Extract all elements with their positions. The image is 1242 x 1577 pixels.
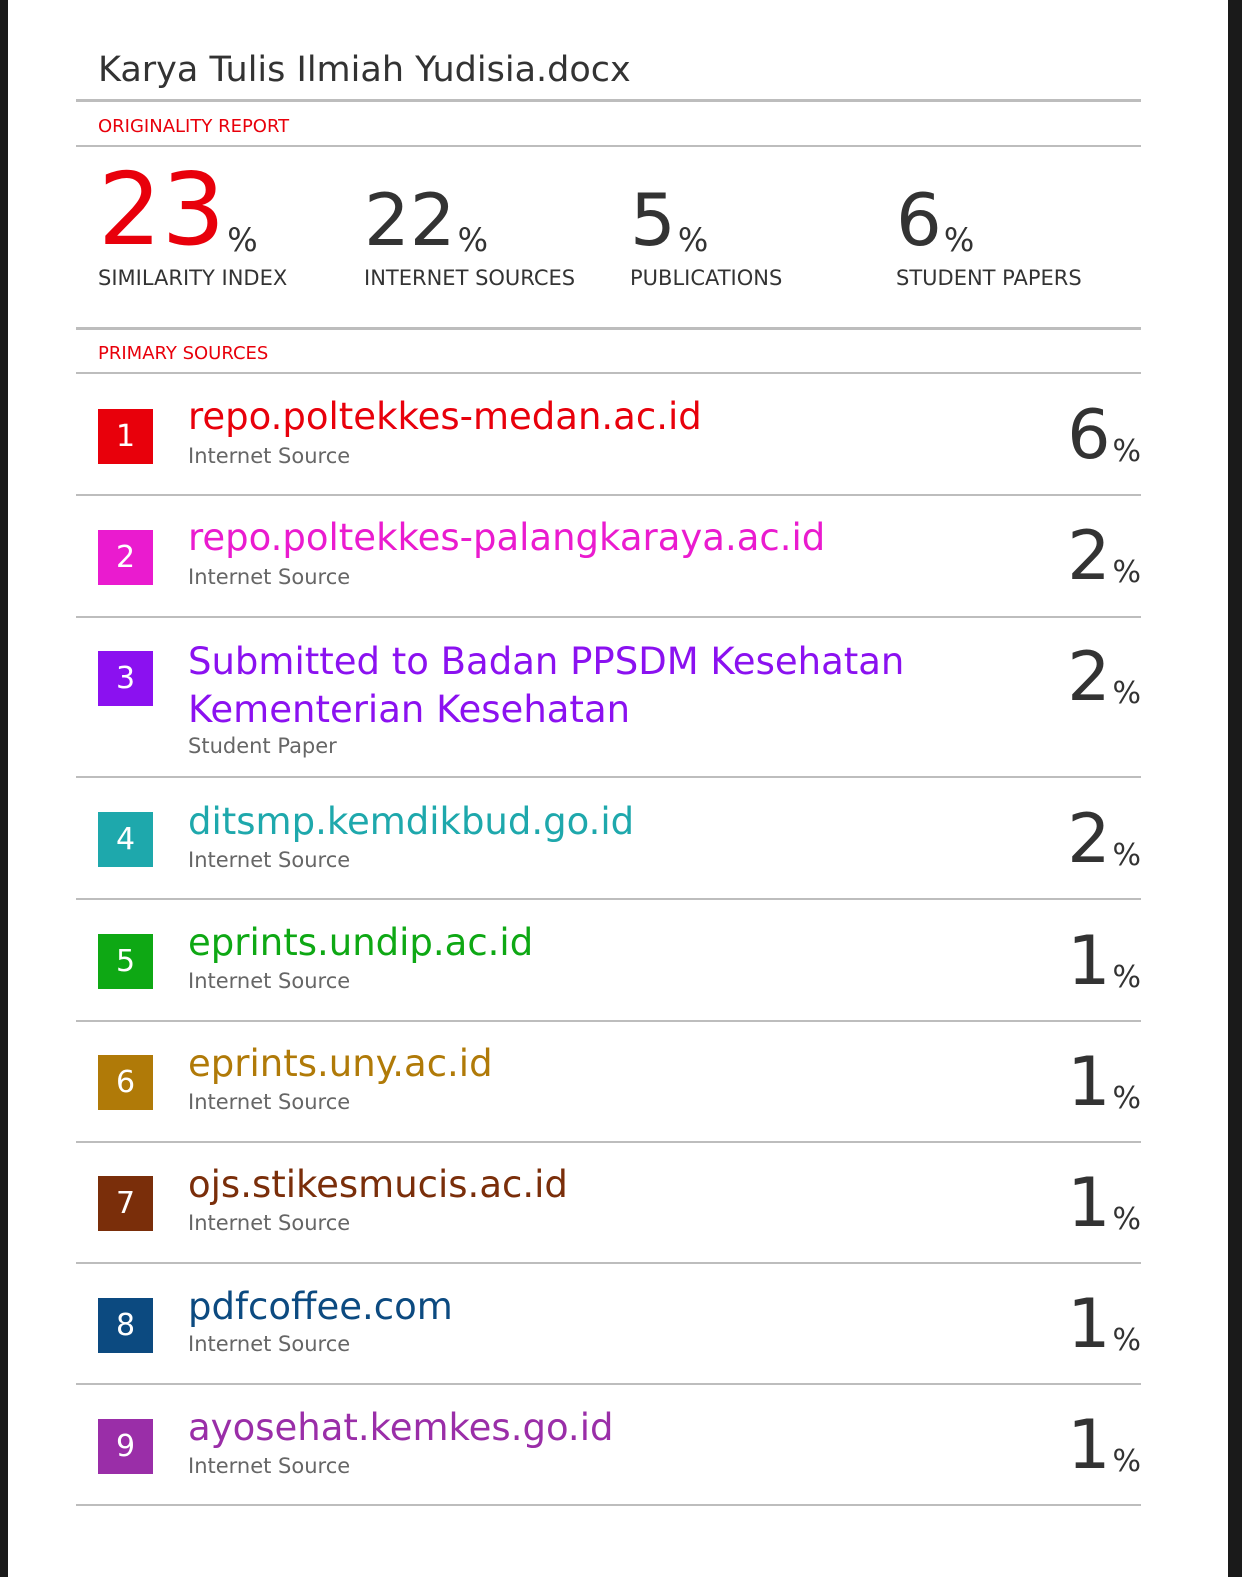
- stat-label: INTERNET SOURCES: [364, 266, 576, 290]
- rank-badge: 8: [98, 1298, 153, 1353]
- source-name[interactable]: eprints.uny.ac.id: [188, 1042, 493, 1085]
- source-percent: [1067, 517, 1141, 596]
- stat-label: PUBLICATIONS: [630, 266, 783, 290]
- stat-unit: %: [227, 221, 258, 259]
- source-percent: [1067, 1164, 1141, 1243]
- percent-number: 2: [1067, 638, 1111, 717]
- source-row[interactable]: [76, 1264, 1141, 1384]
- stat-number: 22: [364, 178, 456, 262]
- title-divider: [76, 99, 1141, 102]
- percent-number: 1: [1067, 1043, 1111, 1122]
- percent-unit: %: [1112, 1444, 1141, 1479]
- stats-divider: [76, 327, 1141, 330]
- percent-number: 2: [1067, 517, 1111, 596]
- source-type: Internet Source: [188, 1211, 351, 1235]
- percent-number: 6: [1067, 396, 1111, 475]
- source-percent: [1067, 638, 1141, 717]
- percent-unit: %: [1112, 1323, 1141, 1358]
- source-type: Internet Source: [188, 1090, 351, 1114]
- report-page: [8, 0, 1228, 1577]
- percent-unit: %: [1112, 1202, 1141, 1237]
- rank-badge: 3: [98, 651, 153, 706]
- stat-unit: %: [457, 221, 489, 259]
- percent-unit: %: [1112, 434, 1141, 469]
- source-percent: [1067, 800, 1141, 879]
- source-type: Internet Source: [188, 848, 351, 872]
- rank-badge: 6: [98, 1055, 153, 1110]
- stat-similarity-index: [98, 151, 288, 290]
- originality-divider: [76, 145, 1141, 147]
- source-row[interactable]: [76, 1022, 1141, 1142]
- rank-badge: 7: [98, 1176, 153, 1231]
- stat-value: [364, 160, 575, 260]
- source-percent: [1067, 1285, 1141, 1364]
- primary-sources-label: PRIMARY SOURCES: [98, 343, 269, 364]
- source-row[interactable]: [76, 496, 1141, 616]
- rank-badge: 1: [98, 409, 153, 464]
- source-name[interactable]: ayosehat.kemkes.go.id: [188, 1406, 614, 1449]
- rank-badge: 9: [98, 1419, 153, 1474]
- source-percent: [1067, 1043, 1141, 1122]
- percent-number: 1: [1067, 922, 1111, 1001]
- source-percent: [1067, 922, 1141, 1001]
- percent-number: 1: [1067, 1164, 1111, 1243]
- source-row[interactable]: [76, 900, 1141, 1020]
- source-type: Internet Source: [188, 969, 351, 993]
- stat-number: 5: [630, 178, 676, 262]
- percent-unit: %: [1112, 838, 1141, 873]
- row-divider: [76, 1504, 1141, 1506]
- source-type: Internet Source: [188, 1332, 351, 1356]
- stat-publications: [630, 160, 782, 290]
- source-row[interactable]: [76, 374, 1141, 494]
- rank-badge: 5: [98, 934, 153, 989]
- percent-unit: %: [1112, 1081, 1141, 1116]
- stat-number: 23: [98, 151, 226, 268]
- percent-unit: %: [1112, 555, 1141, 590]
- source-row[interactable]: [76, 1143, 1141, 1263]
- originality-report-label: ORIGINALITY REPORT: [98, 116, 290, 137]
- rank-badge: 4: [98, 812, 153, 867]
- stat-value: [98, 151, 287, 268]
- document-title: Karya Tulis Ilmiah Yudisia.docx: [98, 50, 631, 90]
- percent-number: 1: [1067, 1406, 1111, 1485]
- source-type: Student Paper: [188, 734, 337, 758]
- stat-internet-sources: [364, 160, 575, 290]
- source-row[interactable]: [76, 778, 1141, 898]
- stat-unit: %: [943, 221, 975, 259]
- stat-value: [630, 160, 782, 260]
- stat-label: SIMILARITY INDEX: [98, 266, 288, 290]
- source-name[interactable]: ojs.stikesmucis.ac.id: [188, 1163, 568, 1206]
- percent-number: 2: [1067, 800, 1111, 879]
- stat-student-papers: [896, 160, 1082, 290]
- percent-number: 1: [1067, 1285, 1111, 1364]
- source-row[interactable]: [76, 618, 1141, 776]
- source-row[interactable]: [76, 1385, 1141, 1505]
- stat-value: [896, 160, 1082, 260]
- stat-unit: %: [677, 221, 709, 259]
- rank-badge: 2: [98, 530, 153, 585]
- percent-unit: %: [1112, 960, 1141, 995]
- source-percent: [1067, 1406, 1141, 1485]
- source-type: Internet Source: [188, 444, 351, 468]
- source-name[interactable]: repo.poltekkes-palangkaraya.ac.id: [188, 516, 826, 559]
- source-percent: [1067, 396, 1141, 475]
- source-type: Internet Source: [188, 565, 351, 589]
- stat-label: STUDENT PAPERS: [896, 266, 1082, 290]
- source-name[interactable]: Submitted to Badan PPSDM Kesehatan Kementerian Kesehatan: [188, 640, 905, 731]
- source-name[interactable]: repo.poltekkes-medan.ac.id: [188, 395, 702, 438]
- percent-unit: %: [1112, 676, 1141, 711]
- source-name[interactable]: ditsmp.kemdikbud.go.id: [188, 800, 635, 843]
- source-name[interactable]: pdfcoffee.com: [188, 1285, 453, 1328]
- source-type: Internet Source: [188, 1454, 351, 1478]
- source-name[interactable]: eprints.undip.ac.id: [188, 921, 534, 964]
- stat-number: 6: [896, 178, 942, 262]
